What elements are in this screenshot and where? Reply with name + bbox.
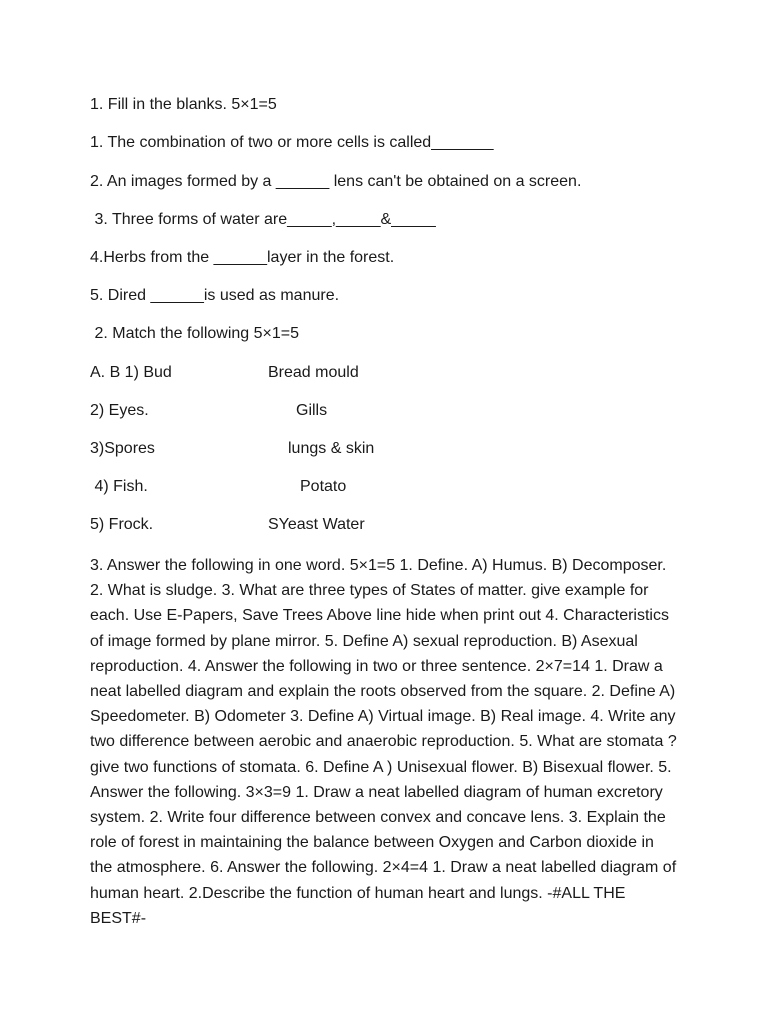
- fill-blank-q1: 1. The combination of two or more cells is called_______: [90, 134, 494, 151]
- match-left-1: A. B 1) Bud: [90, 364, 172, 381]
- questions-paragraph: 3. Answer the following in one word. 5×1=5 1. Define. A) Humus. B) Decomposer. 2. What is sludge. 3. What are three types of States of matter. give example for each. Use E-Papers, Save Trees Above line hide when print out 4. Characteristics of image formed by plane mirror. 5. Define A) sexual reproduction. B) Asexual reproduction. 4. Answer the following in two or three sentence. 2×7=14 1. Draw a neat labelled diagram and explain the roots observed from the square. 2. Define A) Speedometer. B) Odometer 3. Define A) Virtual image. B) Real image. 4. Write any two difference between aerobic and anaerobic reproduction. 5. What are stomata ?give two functions of stomata. 6. Define A ) Unisexual flower. B) Bisexual flower. 5. Answer the following. 3×3=9 1. Draw a neat labelled diagram of human excretory system. 2. Write four difference between convex and concave lens. 3. Explain the role of forest in maintaining the balance between Oxygen and Carbon dioxide in the atmosphere. 6. Answer the following. 2×4=4 1. Draw a neat labelled diagram of human heart. 2.Describe the function of human heart and lungs. -#ALL THE BEST#-: [90, 557, 677, 927]
- fill-blank-q5: 5. Dired ______is used as manure.: [90, 287, 340, 304]
- match-left-4: 4) Fish.: [90, 478, 148, 495]
- match-left-3: 3)Spores: [90, 440, 155, 457]
- match-right-2: Gills: [296, 402, 328, 419]
- section2-heading: 2. Match the following 5×1=5: [90, 325, 300, 342]
- fill-blank-q2: 2. An images formed by a ______ lens can't be obtained on a screen.: [90, 173, 582, 190]
- match-right-1: Bread mould: [268, 364, 359, 381]
- match-right-3: lungs & skin: [288, 440, 375, 457]
- match-right-5: SYeast Water: [268, 516, 365, 533]
- match-right-4: Potato: [300, 478, 347, 495]
- section1-heading: 1. Fill in the blanks. 5×1=5: [90, 96, 277, 113]
- match-left-5: 5) Frock.: [90, 516, 154, 533]
- match-left-2: 2) Eyes.: [90, 402, 149, 419]
- fill-blank-q3: 3. Three forms of water are_____,_____&_____: [90, 211, 436, 228]
- fill-blank-q4: 4.Herbs from the ______layer in the forest.: [90, 249, 395, 266]
